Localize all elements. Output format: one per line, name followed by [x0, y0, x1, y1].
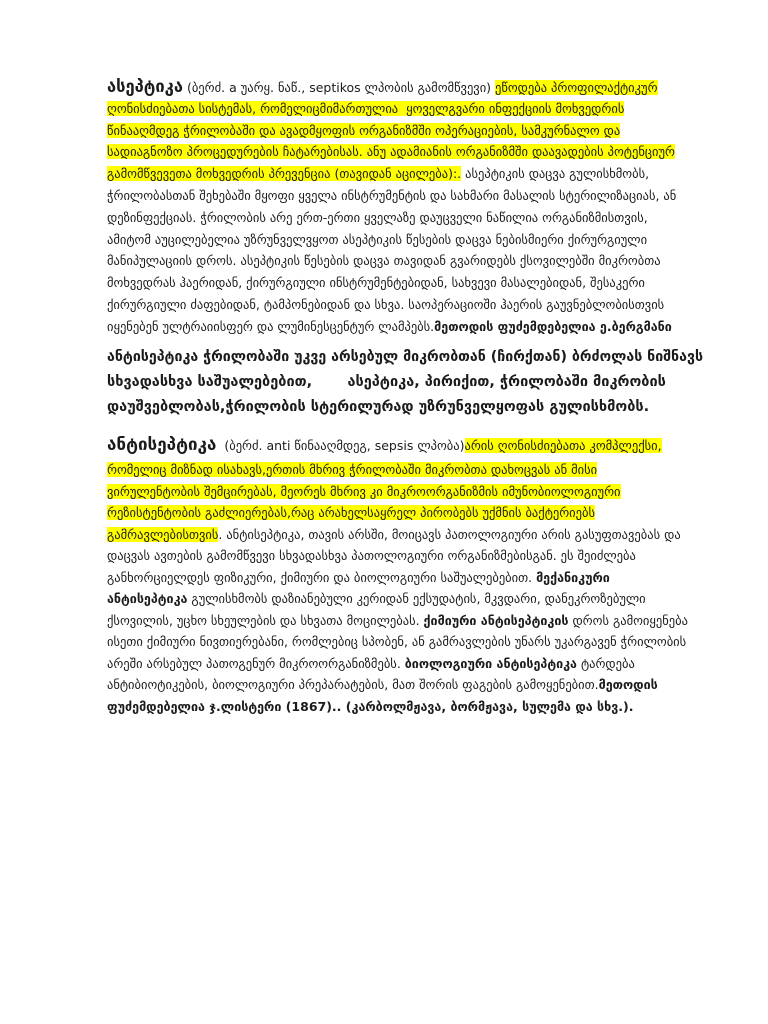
text-run: ქსოვილის, უცხო სხეულების და სხვათა მოცილებას.: [107, 612, 424, 628]
highlighted-text: გამრავლებისთვის: [107, 526, 219, 542]
text-run: მოხვედრას ჰაერიდან, ქირურგიული ინსტრუმენტებიდან, სახვევი მასალებიდან, შესაკერი: [107, 275, 645, 291]
text-line-content: [107, 674, 658, 696]
text-run: ისეთი ქიმიური ნივთიერებანი, რომლებიც სპობენ, ან გამრავლების უნარს უკარგავენ ჭრილობის: [107, 634, 687, 649]
text-line: [107, 229, 707, 251]
text-line: [107, 631, 707, 653]
highlighted-text: სადიაგნოზო პროცედურების ჩატარებისას. ანუ ადამიანის ორგანიზმში დაავადების პოტენციურ: [107, 144, 675, 160]
bold-text: ანტისეპტიკა: [107, 591, 188, 606]
text-line: [107, 610, 707, 632]
text-run: ქირურგიული ძაფებიდან, ტამპონებიდან და სხვა. საოპერაციოში ჰაერის გაუვნებლობისთვის: [107, 296, 665, 312]
highlighted-text: ღონისძიებათა სისტემას, რომელიცმიმართულია ყოველგვარი ინფექციის მოხვედრის: [107, 100, 625, 116]
text-line: [107, 163, 707, 185]
text-run: დაცვას ავთების გამომწვევი სხვადასხვა პათოლოგიური ორგანიზმებისგან. ეს შეიძლება: [107, 548, 636, 563]
text-line: [107, 294, 707, 316]
text-line: [107, 502, 707, 524]
text-line-content: [107, 696, 634, 718]
text-run: დეზინფექციას. ჭრილობის არე ერთ-ერთი ყველაზე დაუცველი ნაწილია ორგანიზმისთვის,: [107, 209, 648, 225]
text-line-content: [107, 207, 648, 229]
text-line-content: [107, 631, 686, 653]
text-line: [107, 696, 707, 718]
text-line-content: [107, 250, 661, 272]
text-line-content: [107, 481, 621, 503]
text-line-content: [107, 316, 672, 338]
text-line: [107, 345, 707, 370]
bold-text: ქიმიური ანტისეპტიკის: [423, 612, 569, 628]
text-line: [107, 316, 707, 338]
text-run: დაუშვებლობას,ჭრილობის სტერილურად უზრუნველყოფას გულისხმობს.: [107, 399, 650, 415]
text-run: ანტისეპტიკა ჭრილობაში უკვე არსებულ მიკრობთან (ჩირქთან) ბრძოლას ნიშნავს: [107, 349, 703, 365]
text-line-content: [107, 163, 649, 185]
text-line: [107, 370, 707, 395]
text-line-content: [107, 395, 649, 420]
text-line: [107, 481, 707, 503]
text-line: [107, 524, 707, 546]
text-line-content: [107, 120, 620, 142]
text-run: განხორციელდეს ფიზიკური, ქიმიური და ბიოლოგიური საშუალებებით.: [107, 569, 537, 585]
text-line: [107, 674, 707, 696]
text-run: იყენებენ ულტრაიისფერ და ლუმინესცენტურ ლამპებს.: [107, 318, 435, 334]
bold-text: მექანიკური: [536, 569, 610, 585]
bold-text: მეთოდის ფუძემდებელია ე.ბერგმანი: [434, 318, 672, 334]
text-line: [107, 459, 707, 481]
text-line: [107, 207, 707, 229]
paragraph-asepsis: [107, 76, 707, 338]
text-line: [107, 141, 707, 163]
text-line-content: [107, 98, 624, 120]
text-line: [107, 653, 707, 675]
text-line: [107, 545, 707, 567]
highlighted-text: რეზისტენტობის გაძლიერებას,რაც არახელსაყრელ პირობებს უქმნის ბაქტერიებს: [107, 505, 595, 520]
highlighted-text: არის ღონისძიებათა კომპლექსი,: [464, 438, 662, 453]
text-line-content: [107, 141, 675, 163]
text-line: [107, 395, 707, 420]
text-run: მანიპულაციის დროს. ასეპტიკის წესების დაცვა თავიდან გვარიდებს ქსოვილებში მიკრობთა: [107, 253, 661, 269]
highlighted-text: ეწოდება პროფილაქტიკურ: [495, 80, 658, 95]
text-run: ასეპტიკის დაცვა გულისხმობს,: [461, 166, 650, 182]
bold-text: ბიოლოგიური ანტისეპტიკა: [404, 655, 577, 671]
text-line-content: [107, 524, 681, 546]
text-line: [107, 272, 707, 294]
text-run: ტარდება: [576, 655, 635, 671]
text-line-content: [107, 229, 647, 251]
highlighted-text: წინააღმდეგ ჭრილობაში და ავადმყოფის ორგანიზმში ოპერაციების, სამკურნალო და: [107, 122, 621, 138]
text-run: არეში არსებულ პათოგენურ მიკროორგანიზმებს.: [107, 655, 405, 671]
text-line-content: [107, 653, 635, 675]
text-run: სხვადასხვა საშუალებებით, ასეპტიკა, პირიქით, ჭრილობაში მიკრობის: [107, 374, 666, 390]
text-run: ამიტომ აუცილებელია უზრუნველვყოთ ასეპტიკის წესების დაცვა ნებისმიერი ქირურგიული: [107, 231, 648, 247]
text-run: (ბერძ. a უარყ. ნაწ., septikos ლპობის გამომწვევი): [182, 80, 496, 95]
text-run: . ანტისეპტიკა, თავის არსში, მოიცავს პათოლოგიური არის გასუფთავებას და: [218, 526, 681, 542]
text-line-content: [107, 370, 666, 395]
highlighted-text: გამომწვევეთა მოხვედრის პრევენცია (თავიდან აცილება):.: [107, 166, 462, 182]
text-line-content: [107, 432, 662, 459]
text-line-content: [107, 272, 645, 294]
text-run: (ბერძ. anti წინააღმდეგ, sepsis ლპობა): [216, 438, 465, 453]
paragraph-antisepsis-summary: [107, 345, 707, 420]
text-run: ანტიბიოტიკების, ბიოლოგიური პრეპარატების, მათ შორის ფაგების გამოყენებით.: [107, 677, 599, 692]
term-heading: ანტისეპტიკა: [107, 435, 217, 455]
text-line-content: [107, 545, 636, 567]
text-line: [107, 588, 707, 610]
text-line-content: [107, 345, 703, 370]
bold-text: ფუძემდებელია ჯ.ლისტერი (1867).. (კარბოლმჟავა, ბორმჟავა, სულემა და სხვ.).: [107, 698, 634, 714]
text-run: დროს გამოიყენება: [568, 612, 688, 628]
text-line-content: [107, 502, 595, 524]
paragraph-antisepsis-definition: [107, 432, 707, 717]
text-line-content: [107, 185, 676, 207]
text-line: [107, 76, 707, 98]
bold-text: მეთოდის: [598, 677, 658, 692]
term-heading: ასეპტიკა: [107, 77, 183, 96]
highlighted-text: ვირულენტობის შემცირებას, მეორეს მხრივ კი მიკროორგანიზმის იმუნობიოლოგიური: [107, 483, 621, 499]
highlighted-text: რომელიც მიზნად ისახავს,ერთის მხრივ ჭრილობაში მიკრობთა დახოცვას ან მისი: [107, 462, 598, 477]
text-line-content: [107, 567, 610, 589]
text-line-content: [107, 459, 597, 481]
text-line-content: [107, 610, 688, 632]
text-run: ჭრილობასთან შეხებაში მყოფი ყველა ინსტრუმენტის და სახმარი მასალის სტერილიზაციას, ან: [107, 187, 677, 203]
text-line-content: [107, 588, 646, 610]
text-run: გულისხმობს დაზიანებული კერიდან ექსუდატის, მკვდარი, დანეკროზებული: [187, 591, 646, 606]
text-line-content: [107, 76, 658, 98]
text-line: [107, 432, 707, 459]
text-line-content: [107, 294, 664, 316]
text-line: [107, 250, 707, 272]
text-line: [107, 120, 707, 142]
text-line: [107, 98, 707, 120]
text-line: [107, 185, 707, 207]
text-line: [107, 567, 707, 589]
